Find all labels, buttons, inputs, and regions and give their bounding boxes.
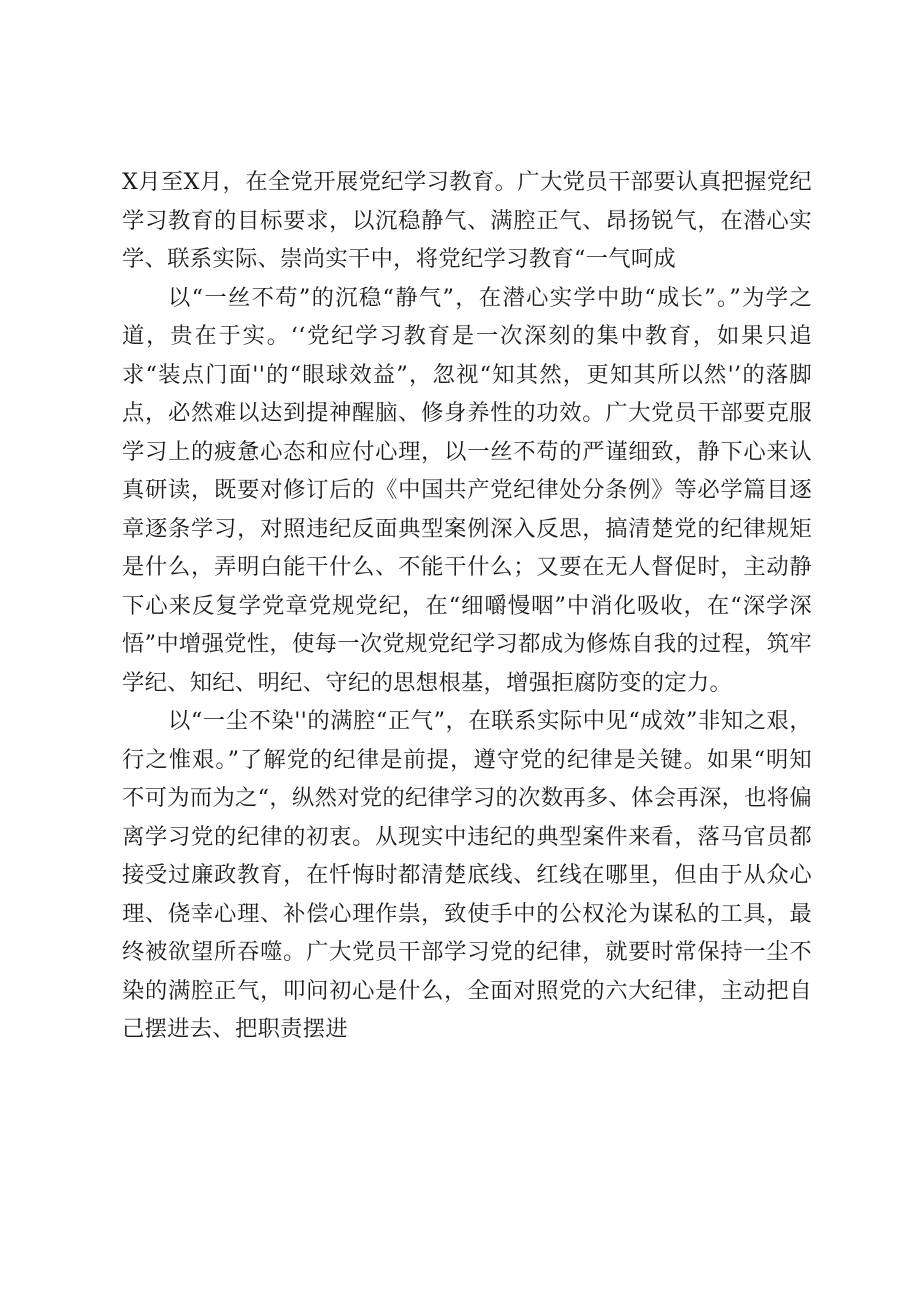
paragraph-intro: X月至X月，在全党开展党纪学习教育。广大党员干部要认真把握党纪学习教育的目标要求，以沉稳静气、满腔正气、昂扬锐气，在潜心实学、联系实际、崇尚实干中，将党纪学习教育“一气呵成	[122, 169, 812, 272]
paragraph-righteous-spirit: 以“一尘不染''的满腔“正气”，在联系实际中见“成效”非知之艰，行之惟艰。”了解党的纪律是前提，遵守党的纪律是关键。如果“明知不可为而为之“，纵然对党的纪律学习的次数再多、体会再深，也将偏离学习党的纪律的初衷。从现实中违纪的典型案件来看，落马官员都接受过廉政教育，在忏悔时都清楚底线、红线在哪里，但由于从众心理、侥幸心理、补偿心理作祟，致使手中的公权沦为谋私的工具，最终被欲望所吞噬。广大党员干部学习党的纪律，就要时常保持一尘不染的满腔正气，叩问初心是什么，全面对照党的六大纪律，主动把自己摆进去、把职责摆进	[122, 708, 812, 1042]
document-body	[122, 163, 812, 1049]
paragraph-calm-spirit: 以“一丝不苟”的沉稳“静气”，在潜心实学中助“成长”。”为学之道，贵在于实。‘‘党纪学习教育是一次深刻的集中教育，如果只追求“装点门面''的“眼球效益”，忽视“知其然，更知其所以然'’的落脚点，必然难以达到提神醒脑、修身养性的功效。广大党员干部要克服学习上的疲惫心态和应付心理，以一丝不苟的严谨细致，静下心来认真研读，既要对修订后的《中国共产党纪律处分条例》等必学篇目逐章逐条学习，对照违纪反面典型案例深入反思，搞清楚党的纪律规矩是什么，弄明白能干什么、不能干什么；又要在无人督促时，主动静下心来反复学党章党规党纪，在“细嚼慢咽”中消化吸收，在“深学深悟”中增强党性，使每一次党规党纪学习都成为修炼自我的过程，筑牢学纪、知纪、明纪、守纪的思想根基，增强拒腐防变的定力。	[122, 284, 812, 696]
